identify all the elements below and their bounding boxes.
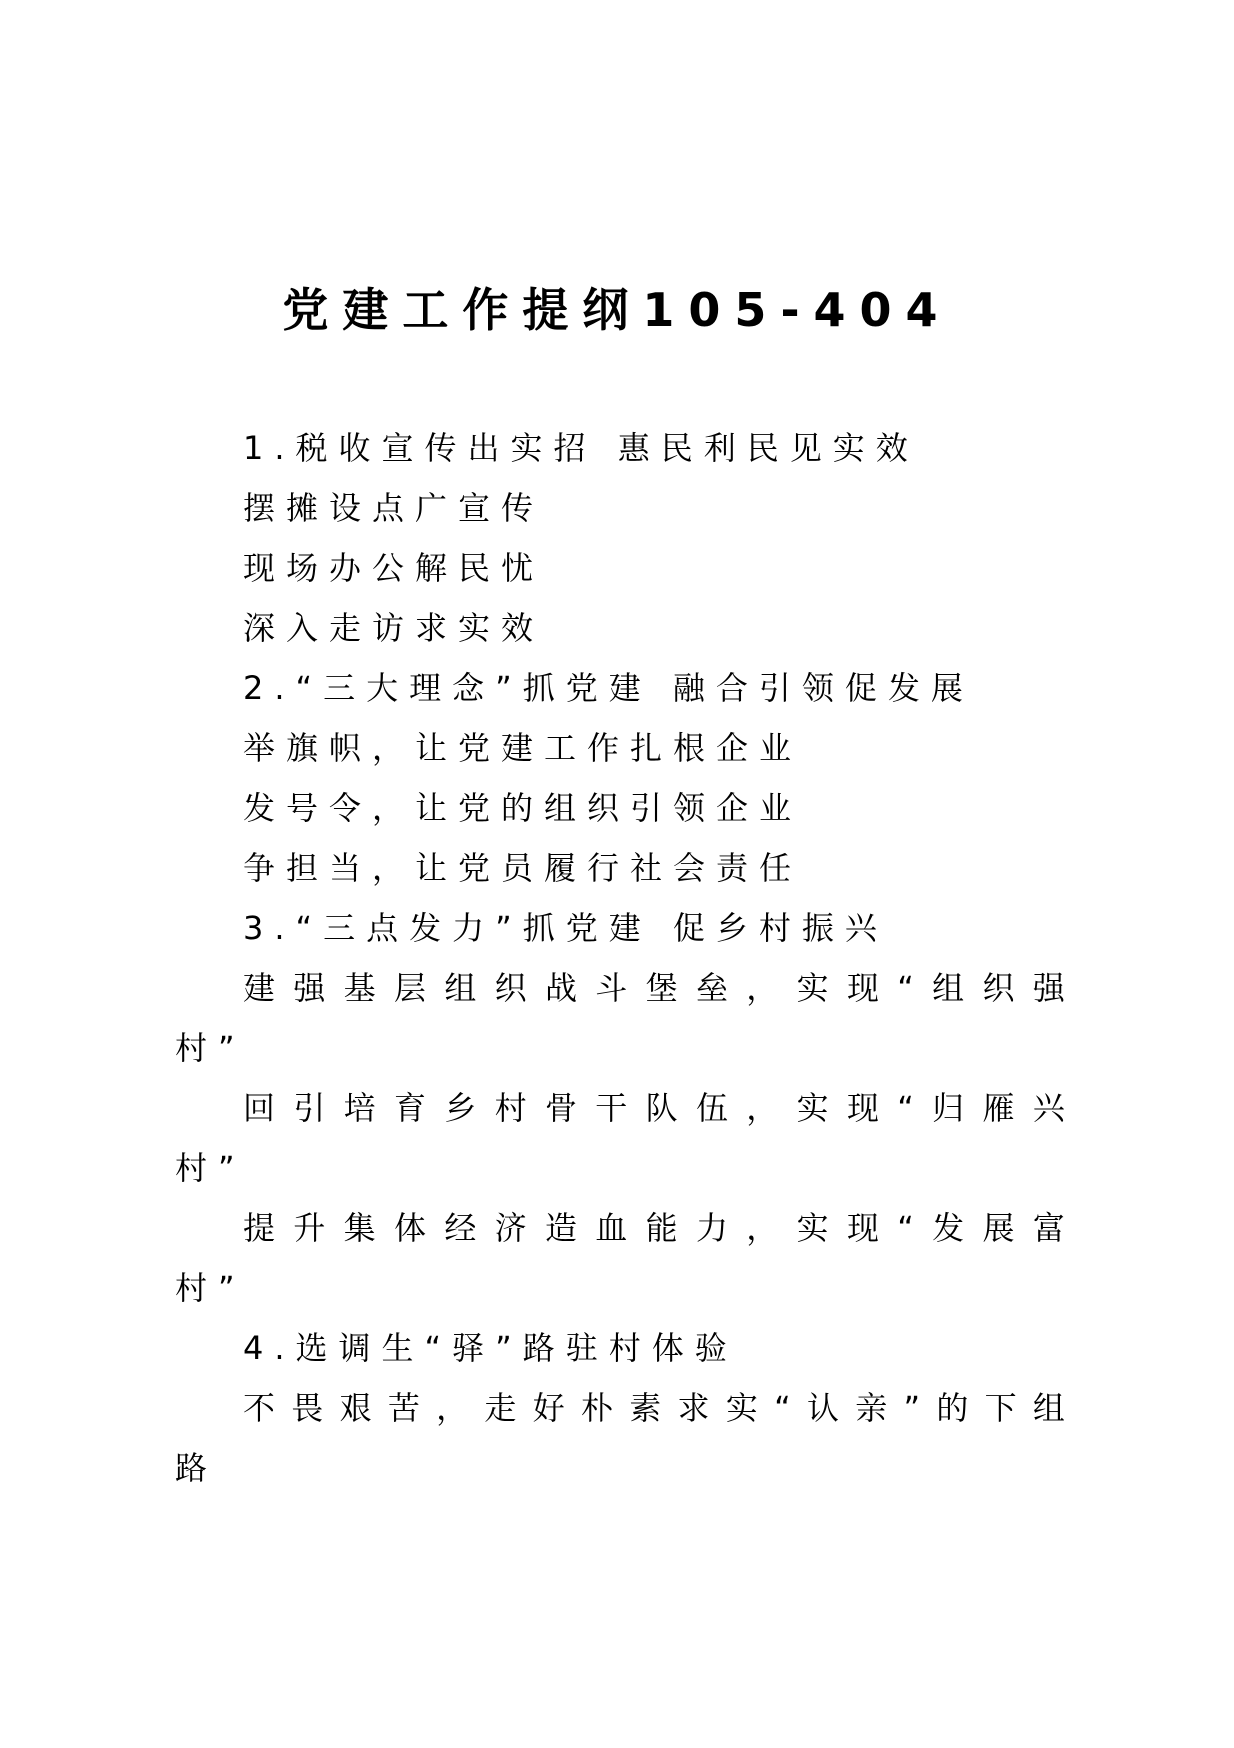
text-glyph: 实 <box>796 1089 829 1127</box>
text-glyph: 引 <box>293 1089 326 1127</box>
text-glyph: ， <box>746 969 779 1007</box>
text-glyph: 求 <box>677 1389 710 1427</box>
text-glyph: 实 <box>725 1389 758 1427</box>
text-glyph: 富 <box>1032 1209 1065 1247</box>
text-glyph: 好 <box>532 1389 565 1427</box>
text-glyph: 组 <box>444 969 477 1007</box>
text-glyph: 兴 <box>1032 1089 1065 1127</box>
text-glyph: 伍 <box>695 1089 728 1127</box>
section-heading-2: 2.“三大理念”抓党建 融合引领促发展 <box>243 669 974 707</box>
body-line-wrapped <box>175 1378 1065 1438</box>
text-glyph: 织 <box>494 969 527 1007</box>
text-glyph: ” <box>903 1389 921 1427</box>
text-glyph: 的 <box>936 1389 969 1427</box>
text-glyph: “ <box>897 969 914 1007</box>
text-glyph: 艰 <box>339 1389 372 1427</box>
text-glyph: 归 <box>932 1089 965 1127</box>
body-line: 摆摊设点广宣传 <box>243 489 545 527</box>
text-glyph: 体 <box>393 1209 426 1247</box>
text-glyph: 战 <box>544 969 577 1007</box>
text-glyph: 苦 <box>387 1389 420 1427</box>
text-glyph: 走 <box>484 1389 517 1427</box>
body-line: 发号令，让党的组织引领企业 <box>243 789 803 827</box>
text-glyph: ， <box>436 1389 469 1427</box>
text-glyph: 经 <box>444 1209 477 1247</box>
text-glyph: 展 <box>982 1209 1015 1247</box>
section-heading-3: 3.“三点发力”抓党建 促乡村振兴 <box>243 909 888 947</box>
text-glyph: 发 <box>932 1209 965 1247</box>
text-glyph: 垒 <box>695 969 728 1007</box>
text-glyph: 织 <box>982 969 1015 1007</box>
text-glyph: 建 <box>243 969 276 1007</box>
text-glyph: 升 <box>293 1209 326 1247</box>
text-glyph: 亲 <box>855 1389 888 1427</box>
text-glyph: 提 <box>243 1209 276 1247</box>
text-glyph: 培 <box>343 1089 376 1127</box>
text-glyph: 基 <box>343 969 376 1007</box>
body-line: 深入走访求实效 <box>243 609 545 647</box>
body-line-continuation: 村” <box>175 1269 246 1307</box>
text-glyph: 现 <box>846 1209 879 1247</box>
text-glyph: 干 <box>595 1089 628 1127</box>
text-glyph: 层 <box>393 969 426 1007</box>
body-line-wrapped <box>175 1198 1065 1258</box>
text-glyph: 造 <box>544 1209 577 1247</box>
body-line: 现场办公解民忧 <box>243 549 545 587</box>
body-line-continuation: 村” <box>175 1149 246 1187</box>
text-glyph: 素 <box>629 1389 662 1427</box>
text-glyph: 强 <box>1032 969 1065 1007</box>
text-glyph: ， <box>746 1089 779 1127</box>
text-glyph: “ <box>897 1209 914 1247</box>
body-line-continuation: 村” <box>175 1029 246 1067</box>
text-glyph: 堡 <box>645 969 678 1007</box>
body-line: 举旗帜，让党建工作扎根企业 <box>243 729 803 767</box>
text-glyph: 雁 <box>982 1089 1015 1127</box>
text-glyph: 不 <box>243 1389 276 1427</box>
text-glyph: 现 <box>846 1089 879 1127</box>
text-glyph: 集 <box>343 1209 376 1247</box>
text-glyph: 下 <box>984 1389 1017 1427</box>
body-line-wrapped <box>175 1078 1065 1138</box>
body-line-continuation: 路 <box>175 1449 219 1487</box>
text-glyph: 朴 <box>580 1389 613 1427</box>
text-glyph: 畏 <box>291 1389 324 1427</box>
body-line-wrapped <box>175 958 1065 1018</box>
text-glyph: 乡 <box>444 1089 477 1127</box>
text-glyph: 血 <box>595 1209 628 1247</box>
body-line: 争担当，让党员履行社会责任 <box>243 849 803 887</box>
text-glyph: 回 <box>243 1089 276 1127</box>
text-glyph: 村 <box>494 1089 527 1127</box>
text-glyph: 队 <box>645 1089 678 1127</box>
text-glyph: “ <box>897 1089 914 1127</box>
document-body <box>175 418 1065 1498</box>
text-glyph: 组 <box>932 969 965 1007</box>
text-glyph: 育 <box>393 1089 426 1127</box>
section-heading-1: 1.税收宣传出实招 惠民利民见实效 <box>243 429 919 467</box>
text-glyph: 能 <box>645 1209 678 1247</box>
text-glyph: 组 <box>1032 1389 1065 1427</box>
text-glyph: 力 <box>695 1209 728 1247</box>
section-heading-4: 4.选调生“驿”路驻村体验 <box>243 1329 738 1367</box>
text-glyph: “ <box>774 1389 791 1427</box>
document-title: 党建工作提纲105-404 <box>282 283 952 337</box>
text-glyph: 骨 <box>544 1089 577 1127</box>
text-glyph: 强 <box>293 969 326 1007</box>
text-glyph: ， <box>746 1209 779 1247</box>
text-glyph: 现 <box>846 969 879 1007</box>
text-glyph: 实 <box>796 969 829 1007</box>
text-glyph: 济 <box>494 1209 527 1247</box>
text-glyph: 实 <box>796 1209 829 1247</box>
text-glyph: 认 <box>806 1389 839 1427</box>
text-glyph: 斗 <box>595 969 628 1007</box>
